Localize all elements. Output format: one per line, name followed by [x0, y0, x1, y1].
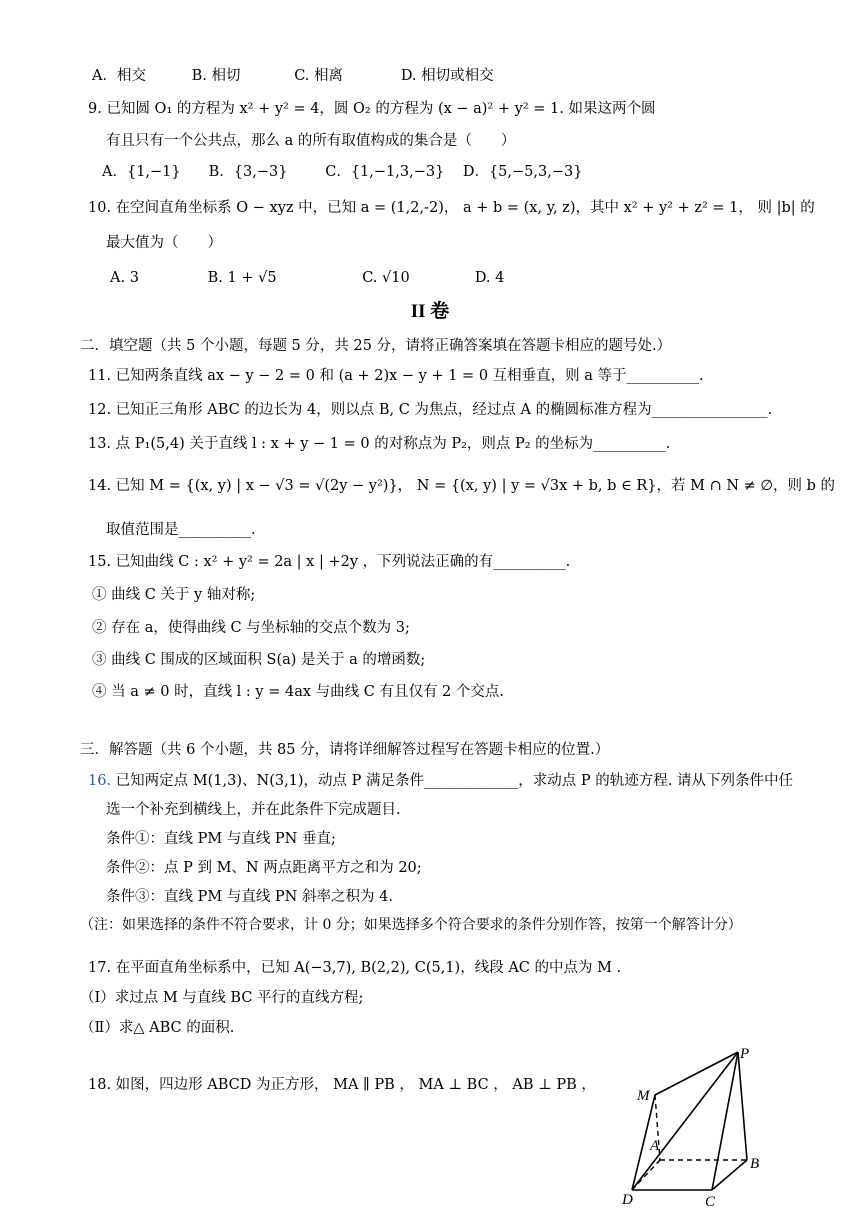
q13: 13. 点 P₁(5,4) 关于直线 l : x + y − 1 = 0 的对称点为 P₂，则点 P₂ 的坐标为__________. — [88, 436, 671, 452]
edge-bp — [738, 1052, 747, 1160]
q17-stem: 17. 在平面直角坐标系中，已知 A(−3,7), B(2,2), C(5,1)，线段 AC 的中点为 M . — [88, 960, 622, 976]
q17-part-1: （Ⅰ）求过点 M 与直线 BC 平行的直线方程; — [80, 990, 364, 1006]
q14-line1: 14. 已知 M = {(x, y) | x − √3 = √(2y − y²)}， N = {(x, y) | y = √3x + b, b ∈ R}，若 M ∩ N ≠ ∅，则 b 的 — [88, 478, 836, 494]
q10-option-c: C. √10 — [362, 270, 410, 286]
q16-line2: 选一个补充到横线上，并在此条件下完成题目. — [106, 802, 401, 818]
section-title: II 卷 — [410, 301, 450, 322]
q8-options — [92, 66, 494, 86]
q8-option-d: D. 相切或相交 — [400, 68, 494, 84]
q9-line1: 9. 已知圆 O₁ 的方程为 x² + y² = 4，圆 O₂ 的方程为 (x − a)² + y² = 1. 如果这两个圆 — [88, 101, 656, 117]
fill-in-header: 二．填空题（共 5 个小题，每题 5 分，共 25 分，请将正确答案填在答题卡相应的题号处.） — [80, 338, 672, 354]
q10-option-b: B. 1 + √5 — [207, 270, 277, 286]
q10-line1: 10. 在空间直角坐标系 O − xyz 中，已知 a = (1,2,-2)， a + b = (x, y, z)，其中 x² + y² + z² = 1， 则 |b| 的 — [88, 200, 815, 216]
q9-option-b: B．{3,−3} — [208, 164, 288, 180]
q11: 11. 已知两条直线 ax − y − 2 = 0 和 (a + 2)x − y + 1 = 0 互相垂直，则 a 等于__________. — [88, 368, 704, 384]
q15-item-1: ① 曲线 C 关于 y 轴对称; — [92, 587, 256, 603]
q8-option-c: C. 相离 — [294, 68, 344, 84]
q16-condition-3: 条件③：直线 PM 与直线 PN 斜率之积为 4. — [106, 889, 393, 905]
q9-line2: 有且只有一个公共点，那么 a 的所有取值构成的集合是（ ） — [106, 133, 516, 149]
q17-part-2: （Ⅱ）求△ ABC 的面积. — [80, 1020, 235, 1036]
geometry-figure — [612, 1040, 772, 1208]
q16-note: （注：如果选择的条件不符合要求，计 0 分；如果选择多个符合要求的条件分别作答，按第一个解答计分） — [80, 917, 742, 933]
q16-condition-2: 条件②：点 P 到 M、N 两点距离平方之和为 20; — [106, 860, 422, 876]
q15-item-2: ② 存在 a，使得曲线 C 与坐标轴的交点个数为 3; — [92, 620, 410, 636]
q9-option-d: D．{5,−5,3,−3} — [462, 164, 583, 180]
q9-options — [102, 162, 582, 182]
q15-item-4: ④ 当 a ≠ 0 时，直线 l : y = 4ax 与曲线 C 有且仅有 2 个交点. — [92, 684, 504, 700]
q15-item-3: ③ 曲线 C 围成的区域面积 S(a) 是关于 a 的增函数; — [92, 652, 426, 668]
q16-condition-1: 条件①：直线 PM 与直线 PN 垂直; — [106, 831, 336, 847]
q18-stem: 18. 如图，四边形 ABCD 为正方形， MA ∥ PB ， MA ⊥ BC ， AB ⊥ PB ， — [88, 1077, 596, 1093]
label-p: P — [740, 1046, 750, 1062]
q9-option-c: C．{1,−1,3,−3} — [325, 164, 445, 180]
label-d: D — [622, 1192, 633, 1208]
q9-option-a: A．{1,−1} — [102, 164, 181, 180]
q8-option-a: A．相交 — [92, 68, 146, 84]
label-a: A — [650, 1138, 660, 1154]
edge-pm — [655, 1052, 738, 1095]
edge-pc — [712, 1052, 738, 1190]
q10-line2: 最大值为（ ） — [106, 235, 222, 251]
q8-option-b: B. 相切 — [191, 68, 241, 84]
q14-line2: 取值范围是__________. — [106, 522, 256, 538]
figure-solid-edges — [632, 1052, 747, 1190]
solve-header: 三．解答题（共 6 个小题，共 85 分，请将详细解答过程写在答题卡相应的位置.） — [80, 742, 610, 758]
q10-option-d: D. 4 — [474, 270, 505, 286]
q16-line1 — [88, 771, 793, 791]
q10-options — [110, 268, 504, 288]
q16-number: 16. — [88, 773, 112, 789]
q10-option-a: A. 3 — [110, 270, 139, 286]
label-m: M — [637, 1088, 650, 1104]
label-c: C — [705, 1194, 716, 1208]
q15-stem: 15. 已知曲线 C : x² + y² = 2a | x | +2y ，下列说法正确的有__________. — [88, 554, 571, 570]
q12: 12. 已知正三角形 ABC 的边长为 4，则以点 B, C 为焦点，经过点 A 的椭圆标准方程为________________. — [88, 402, 773, 418]
q16-text: 已知两定点 M(1,3)、N(3,1)，动点 P 满足条件_____________，求动点 P 的轨迹方程. 请从下列条件中任 — [111, 773, 793, 789]
label-b: B — [750, 1156, 760, 1172]
